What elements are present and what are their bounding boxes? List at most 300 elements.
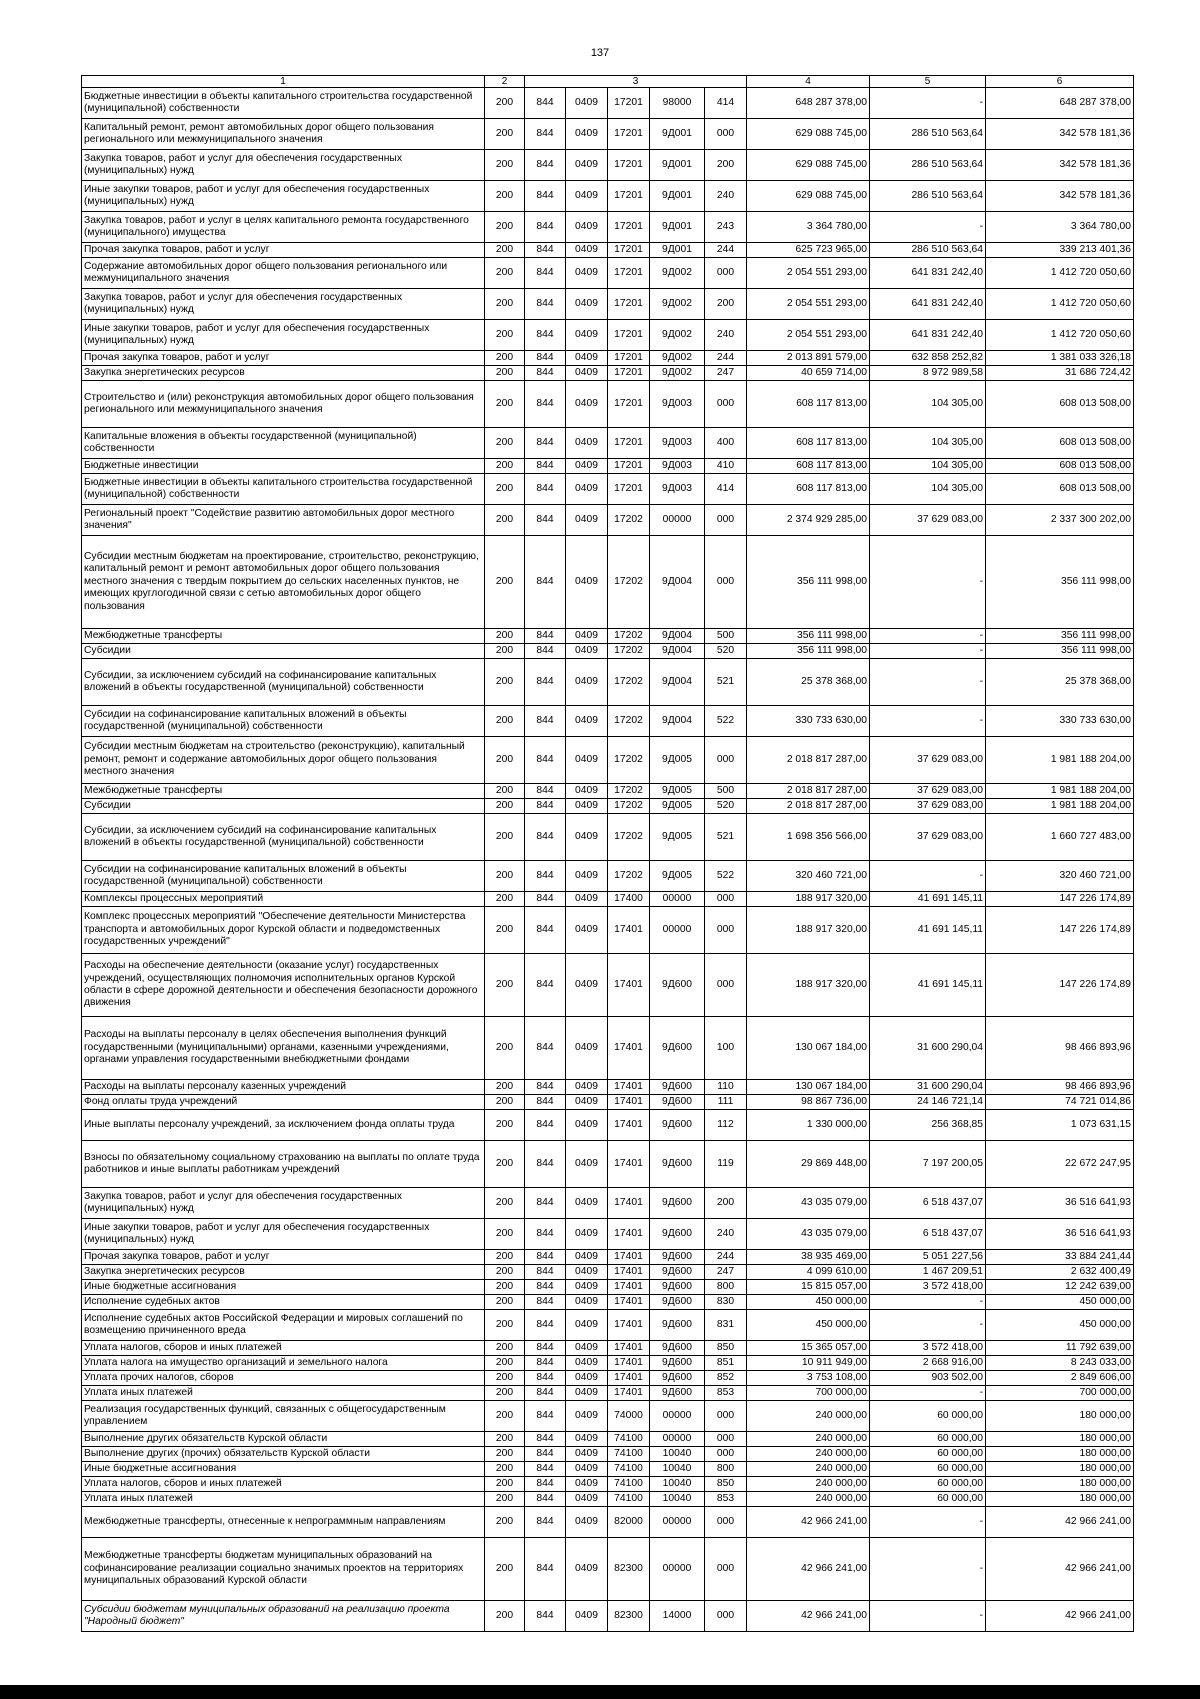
table-row: [82, 1110, 1134, 1141]
value-5-cell: 256 368,85: [870, 1110, 986, 1141]
value-4-cell: 188 917 320,00: [747, 907, 870, 954]
code-1-cell: 200: [485, 428, 525, 459]
table-row: [82, 1432, 1134, 1447]
value-4-cell: 2 018 817 287,00: [747, 799, 870, 814]
code-3-cell: 0409: [566, 954, 608, 1017]
row-name-cell: Уплата налогов, сборов и иных платежей: [82, 1341, 485, 1356]
code-3-cell: 0409: [566, 459, 608, 474]
code-6-cell: 000: [705, 1447, 747, 1462]
row-name-cell: Выполнение других обязательств Курской области: [82, 1432, 485, 1447]
code-1-cell: 200: [485, 505, 525, 536]
code-1-cell: 200: [485, 1219, 525, 1250]
code-3-cell: 0409: [566, 1017, 608, 1080]
code-1-cell: 200: [485, 474, 525, 505]
code-3-cell: 0409: [566, 1447, 608, 1462]
value-6-cell: 320 460 721,00: [986, 861, 1134, 892]
code-3-cell: 0409: [566, 1477, 608, 1492]
code-3-cell: 0409: [566, 1095, 608, 1110]
table-row: [82, 536, 1134, 629]
code-6-cell: 119: [705, 1141, 747, 1188]
row-name-cell: Межбюджетные трансферты бюджетам муниципальных образований на софинансирование реализации социально значимых проектов на территориях муниципальных образований Курской области: [82, 1538, 485, 1601]
code-5-cell: 9Д600: [650, 1110, 705, 1141]
code-1-cell: 200: [485, 1447, 525, 1462]
row-name-cell: Иные бюджетные ассигнования: [82, 1462, 485, 1477]
code-2-cell: 844: [525, 150, 566, 181]
code-3-cell: 0409: [566, 1310, 608, 1341]
code-5-cell: 9Д005: [650, 737, 705, 784]
value-5-cell: 641 831 242,40: [870, 258, 986, 289]
value-5-cell: 3 572 418,00: [870, 1341, 986, 1356]
code-2-cell: 844: [525, 258, 566, 289]
code-4-cell: 17401: [608, 1141, 650, 1188]
value-6-cell: 1 981 188 204,00: [986, 737, 1134, 784]
code-1-cell: 200: [485, 1095, 525, 1110]
code-3-cell: 0409: [566, 892, 608, 907]
page-number: 137: [590, 47, 610, 59]
code-5-cell: 9Д001: [650, 119, 705, 150]
code-4-cell: 17201: [608, 88, 650, 119]
value-4-cell: 188 917 320,00: [747, 954, 870, 1017]
row-name-cell: Исполнение судебных актов: [82, 1295, 485, 1310]
code-2-cell: 844: [525, 366, 566, 381]
code-3-cell: 0409: [566, 644, 608, 659]
code-5-cell: 9Д003: [650, 381, 705, 428]
code-2-cell: 844: [525, 474, 566, 505]
code-2-cell: 844: [525, 119, 566, 150]
code-6-cell: 520: [705, 644, 747, 659]
value-6-cell: 2 632 400,49: [986, 1265, 1134, 1280]
code-6-cell: 500: [705, 784, 747, 799]
code-4-cell: 17401: [608, 1110, 650, 1141]
code-4-cell: 17201: [608, 351, 650, 366]
value-6-cell: 1 660 727 483,00: [986, 814, 1134, 861]
code-4-cell: 74100: [608, 1477, 650, 1492]
code-6-cell: 000: [705, 1432, 747, 1447]
code-1-cell: 200: [485, 1386, 525, 1401]
code-2-cell: 844: [525, 1371, 566, 1386]
code-3-cell: 0409: [566, 212, 608, 243]
value-5-cell: 104 305,00: [870, 428, 986, 459]
value-4-cell: 2 054 551 293,00: [747, 289, 870, 320]
code-5-cell: 9Д002: [650, 289, 705, 320]
code-4-cell: 17202: [608, 784, 650, 799]
value-5-cell: 104 305,00: [870, 474, 986, 505]
code-6-cell: 831: [705, 1310, 747, 1341]
code-5-cell: 9Д600: [650, 1356, 705, 1371]
code-4-cell: 17202: [608, 629, 650, 644]
table-row: [82, 474, 1134, 505]
code-3-cell: 0409: [566, 243, 608, 258]
code-4-cell: 74100: [608, 1462, 650, 1477]
code-6-cell: 410: [705, 459, 747, 474]
table-row: [82, 212, 1134, 243]
value-6-cell: 180 000,00: [986, 1432, 1134, 1447]
value-5-cell: 8 972 989,58: [870, 366, 986, 381]
table-row: [82, 814, 1134, 861]
value-5-cell: 37 629 083,00: [870, 814, 986, 861]
code-5-cell: 9Д004: [650, 659, 705, 706]
value-6-cell: 180 000,00: [986, 1401, 1134, 1432]
code-2-cell: 844: [525, 351, 566, 366]
value-6-cell: 31 686 724,42: [986, 366, 1134, 381]
code-4-cell: 17401: [608, 1356, 650, 1371]
code-4-cell: 17401: [608, 1265, 650, 1280]
table-row: [82, 892, 1134, 907]
code-1-cell: 200: [485, 799, 525, 814]
header-cell: 3: [525, 76, 747, 88]
code-4-cell: 17202: [608, 505, 650, 536]
code-1-cell: 200: [485, 243, 525, 258]
value-6-cell: 1 412 720 050,60: [986, 320, 1134, 351]
code-6-cell: 520: [705, 799, 747, 814]
value-5-cell: 41 691 145,11: [870, 954, 986, 1017]
header-cell: 1: [82, 76, 485, 88]
code-5-cell: 00000: [650, 907, 705, 954]
row-name-cell: Закупка энергетических ресурсов: [82, 1265, 485, 1280]
value-4-cell: 240 000,00: [747, 1462, 870, 1477]
code-5-cell: 9Д004: [650, 536, 705, 629]
code-1-cell: 200: [485, 536, 525, 629]
code-6-cell: 200: [705, 1188, 747, 1219]
code-1-cell: 200: [485, 381, 525, 428]
value-4-cell: 356 111 998,00: [747, 536, 870, 629]
code-6-cell: 000: [705, 1601, 747, 1632]
code-1-cell: 200: [485, 1188, 525, 1219]
value-5-cell: 60 000,00: [870, 1447, 986, 1462]
value-5-cell: 1 467 209,51: [870, 1265, 986, 1280]
value-4-cell: 608 117 813,00: [747, 428, 870, 459]
code-4-cell: 17401: [608, 1095, 650, 1110]
table-row: [82, 1401, 1134, 1432]
code-1-cell: 200: [485, 258, 525, 289]
code-6-cell: 240: [705, 1219, 747, 1250]
code-4-cell: 17201: [608, 150, 650, 181]
value-5-cell: 41 691 145,11: [870, 907, 986, 954]
code-2-cell: 844: [525, 505, 566, 536]
value-4-cell: 4 099 610,00: [747, 1265, 870, 1280]
value-4-cell: 130 067 184,00: [747, 1080, 870, 1095]
value-4-cell: 2 013 891 579,00: [747, 351, 870, 366]
header-cell: 2: [485, 76, 525, 88]
value-4-cell: 15 815 057,00: [747, 1280, 870, 1295]
value-6-cell: 1 381 033 326,18: [986, 351, 1134, 366]
code-4-cell: 17201: [608, 366, 650, 381]
code-4-cell: 17202: [608, 814, 650, 861]
value-4-cell: 42 966 241,00: [747, 1601, 870, 1632]
code-6-cell: 830: [705, 1295, 747, 1310]
code-5-cell: 9Д600: [650, 1250, 705, 1265]
code-5-cell: 10040: [650, 1477, 705, 1492]
code-6-cell: 852: [705, 1371, 747, 1386]
value-5-cell: 60 000,00: [870, 1462, 986, 1477]
code-4-cell: 17201: [608, 119, 650, 150]
code-1-cell: 200: [485, 1295, 525, 1310]
row-name-cell: Прочая закупка товаров, работ и услуг: [82, 351, 485, 366]
table-row: [82, 784, 1134, 799]
code-4-cell: 17201: [608, 181, 650, 212]
table-row: [82, 706, 1134, 737]
code-1-cell: 200: [485, 351, 525, 366]
value-5-cell: -: [870, 1295, 986, 1310]
code-3-cell: 0409: [566, 737, 608, 784]
code-2-cell: 844: [525, 1341, 566, 1356]
table-row: [82, 1371, 1134, 1386]
value-5-cell: 60 000,00: [870, 1492, 986, 1507]
value-5-cell: 31 600 290,04: [870, 1017, 986, 1080]
row-name-cell: Бюджетные инвестиции: [82, 459, 485, 474]
code-3-cell: 0409: [566, 784, 608, 799]
code-1-cell: 200: [485, 212, 525, 243]
code-3-cell: 0409: [566, 351, 608, 366]
code-3-cell: 0409: [566, 474, 608, 505]
value-6-cell: 147 226 174,89: [986, 907, 1134, 954]
row-name-cell: Капитальные вложения в объекты государственной (муниципальной) собственности: [82, 428, 485, 459]
value-5-cell: -: [870, 88, 986, 119]
code-6-cell: 100: [705, 1017, 747, 1080]
value-4-cell: 3 753 108,00: [747, 1371, 870, 1386]
table-row: [82, 1080, 1134, 1095]
row-name-cell: Региональный проект "Содействие развитию автомобильных дорог местного значения": [82, 505, 485, 536]
code-4-cell: 74100: [608, 1492, 650, 1507]
code-3-cell: 0409: [566, 1386, 608, 1401]
code-4-cell: 17202: [608, 861, 650, 892]
value-6-cell: 356 111 998,00: [986, 629, 1134, 644]
row-name-cell: Комплексы процессных мероприятий: [82, 892, 485, 907]
code-6-cell: 853: [705, 1492, 747, 1507]
value-5-cell: 641 831 242,40: [870, 289, 986, 320]
value-4-cell: 450 000,00: [747, 1295, 870, 1310]
code-1-cell: 200: [485, 659, 525, 706]
code-5-cell: 10040: [650, 1462, 705, 1477]
row-name-cell: Иные закупки товаров, работ и услуг для обеспечения государственных (муниципальных) нужд: [82, 181, 485, 212]
code-2-cell: 844: [525, 1188, 566, 1219]
code-5-cell: 9Д002: [650, 258, 705, 289]
code-2-cell: 844: [525, 814, 566, 861]
code-2-cell: 844: [525, 181, 566, 212]
value-5-cell: 6 518 437,07: [870, 1219, 986, 1250]
value-4-cell: 629 088 745,00: [747, 181, 870, 212]
code-1-cell: 200: [485, 907, 525, 954]
code-1-cell: 200: [485, 1341, 525, 1356]
row-name-cell: Субсидии, за исключением субсидий на софинансирование капитальных вложений в объекты государственной (муниципальной) собственности: [82, 659, 485, 706]
code-3-cell: 0409: [566, 505, 608, 536]
code-1-cell: 200: [485, 1141, 525, 1188]
code-3-cell: 0409: [566, 366, 608, 381]
code-6-cell: 000: [705, 381, 747, 428]
code-5-cell: 9Д002: [650, 351, 705, 366]
table-row: [82, 737, 1134, 784]
value-6-cell: 1 412 720 050,60: [986, 258, 1134, 289]
value-6-cell: 1 981 188 204,00: [986, 784, 1134, 799]
table-row: [82, 1477, 1134, 1492]
value-5-cell: 41 691 145,11: [870, 892, 986, 907]
row-name-cell: Иные выплаты персоналу учреждений, за исключением фонда оплаты труда: [82, 1110, 485, 1141]
code-5-cell: 9Д001: [650, 150, 705, 181]
code-1-cell: 200: [485, 1538, 525, 1601]
code-2-cell: 844: [525, 1250, 566, 1265]
code-2-cell: 844: [525, 907, 566, 954]
value-6-cell: 608 013 508,00: [986, 381, 1134, 428]
code-5-cell: 00000: [650, 1401, 705, 1432]
value-5-cell: 7 197 200,05: [870, 1141, 986, 1188]
code-4-cell: 17201: [608, 212, 650, 243]
row-name-cell: Субсидии: [82, 799, 485, 814]
code-1-cell: 200: [485, 644, 525, 659]
code-5-cell: 9Д600: [650, 1386, 705, 1401]
value-6-cell: 180 000,00: [986, 1492, 1134, 1507]
code-6-cell: 111: [705, 1095, 747, 1110]
code-3-cell: 0409: [566, 814, 608, 861]
code-1-cell: 200: [485, 459, 525, 474]
value-4-cell: 608 117 813,00: [747, 381, 870, 428]
table-row: [82, 1095, 1134, 1110]
code-1-cell: 200: [485, 1080, 525, 1095]
value-6-cell: 608 013 508,00: [986, 474, 1134, 505]
row-name-cell: Уплата налогов, сборов и иных платежей: [82, 1477, 485, 1492]
code-1-cell: 200: [485, 629, 525, 644]
code-1-cell: 200: [485, 119, 525, 150]
code-3-cell: 0409: [566, 1371, 608, 1386]
code-5-cell: 9Д600: [650, 1188, 705, 1219]
value-4-cell: 40 659 714,00: [747, 366, 870, 381]
code-6-cell: 851: [705, 1356, 747, 1371]
code-4-cell: 17202: [608, 659, 650, 706]
code-6-cell: 800: [705, 1280, 747, 1295]
table-row: [82, 907, 1134, 954]
code-3-cell: 0409: [566, 659, 608, 706]
code-2-cell: 844: [525, 1538, 566, 1601]
code-2-cell: 844: [525, 536, 566, 629]
value-6-cell: 74 721 014,86: [986, 1095, 1134, 1110]
code-2-cell: 844: [525, 954, 566, 1017]
code-1-cell: 200: [485, 1492, 525, 1507]
value-4-cell: 320 460 721,00: [747, 861, 870, 892]
table-row: [82, 459, 1134, 474]
table-row: [82, 1188, 1134, 1219]
table-row: [82, 1250, 1134, 1265]
value-5-cell: 3 572 418,00: [870, 1280, 986, 1295]
table-row: [82, 1507, 1134, 1538]
value-5-cell: 2 668 916,00: [870, 1356, 986, 1371]
code-5-cell: 9Д005: [650, 814, 705, 861]
row-name-cell: Реализация государственных функций, связанных с общегосударственным управлением: [82, 1401, 485, 1432]
code-3-cell: 0409: [566, 1295, 608, 1310]
code-3-cell: 0409: [566, 119, 608, 150]
value-4-cell: 608 117 813,00: [747, 474, 870, 505]
code-2-cell: 844: [525, 1601, 566, 1632]
row-name-cell: Субсидии на софинансирование капитальных вложений в объекты государственной (муниципальной) собственности: [82, 861, 485, 892]
value-6-cell: 42 966 241,00: [986, 1601, 1134, 1632]
code-2-cell: 844: [525, 1265, 566, 1280]
budget-table: [81, 75, 1134, 1632]
value-4-cell: 43 035 079,00: [747, 1188, 870, 1219]
table-row: [82, 119, 1134, 150]
value-6-cell: 342 578 181,36: [986, 119, 1134, 150]
code-6-cell: 500: [705, 629, 747, 644]
value-5-cell: 104 305,00: [870, 459, 986, 474]
code-4-cell: 17401: [608, 1219, 650, 1250]
code-4-cell: 17401: [608, 954, 650, 1017]
value-4-cell: 240 000,00: [747, 1492, 870, 1507]
value-4-cell: 10 911 949,00: [747, 1356, 870, 1371]
row-name-cell: Иные закупки товаров, работ и услуг для обеспечения государственных (муниципальных) нужд: [82, 320, 485, 351]
code-6-cell: 000: [705, 505, 747, 536]
code-4-cell: 17202: [608, 536, 650, 629]
row-name-cell: Закупка товаров, работ и услуг для обеспечения государственных (муниципальных) нужд: [82, 289, 485, 320]
table-row: [82, 1386, 1134, 1401]
table-row: [82, 320, 1134, 351]
code-1-cell: 200: [485, 1110, 525, 1141]
value-6-cell: 450 000,00: [986, 1310, 1134, 1341]
code-5-cell: 9Д005: [650, 784, 705, 799]
table-row: [82, 88, 1134, 119]
code-5-cell: 9Д002: [650, 366, 705, 381]
row-name-cell: Строительство и (или) реконструкция автомобильных дорог общего пользования регионального или межмуниципального значения: [82, 381, 485, 428]
code-2-cell: 844: [525, 243, 566, 258]
value-6-cell: 25 378 368,00: [986, 659, 1134, 706]
table-row: [82, 1341, 1134, 1356]
code-3-cell: 0409: [566, 428, 608, 459]
code-6-cell: 000: [705, 892, 747, 907]
code-1-cell: 200: [485, 289, 525, 320]
code-4-cell: 17401: [608, 1280, 650, 1295]
table-body: [82, 76, 1134, 1632]
value-5-cell: 60 000,00: [870, 1401, 986, 1432]
code-2-cell: 844: [525, 1017, 566, 1080]
value-4-cell: 1 698 356 566,00: [747, 814, 870, 861]
header-row: [82, 76, 1134, 88]
row-name-cell: Комплекс процессных мероприятий "Обеспечение деятельности Министерства транспорта и автомобильных дорог Курской области и подведомственных государственных учреждений": [82, 907, 485, 954]
code-2-cell: 844: [525, 644, 566, 659]
code-2-cell: 844: [525, 289, 566, 320]
value-5-cell: 641 831 242,40: [870, 320, 986, 351]
code-5-cell: 9Д003: [650, 459, 705, 474]
code-3-cell: 0409: [566, 258, 608, 289]
table-row: [82, 1265, 1134, 1280]
code-5-cell: 9Д001: [650, 181, 705, 212]
code-4-cell: 17401: [608, 1310, 650, 1341]
code-6-cell: 112: [705, 1110, 747, 1141]
code-2-cell: 844: [525, 1432, 566, 1447]
value-6-cell: 2 337 300 202,00: [986, 505, 1134, 536]
row-name-cell: Субсидии местным бюджетам на строительство (реконструкцию), капитальный ремонт, ремонт и содержание автомобильных дорог общего пользования местного значения: [82, 737, 485, 784]
value-5-cell: -: [870, 212, 986, 243]
code-1-cell: 200: [485, 1477, 525, 1492]
code-3-cell: 0409: [566, 1462, 608, 1477]
value-6-cell: 180 000,00: [986, 1462, 1134, 1477]
code-2-cell: 844: [525, 1095, 566, 1110]
code-4-cell: 17401: [608, 1371, 650, 1386]
row-name-cell: Субсидии бюджетам муниципальных образований на реализацию проекта "Народный бюджет": [82, 1601, 485, 1632]
value-5-cell: -: [870, 1310, 986, 1341]
code-1-cell: 200: [485, 366, 525, 381]
code-3-cell: 0409: [566, 1356, 608, 1371]
code-6-cell: 521: [705, 814, 747, 861]
code-5-cell: 10040: [650, 1492, 705, 1507]
value-6-cell: 2 849 606,00: [986, 1371, 1134, 1386]
row-name-cell: Капитальный ремонт, ремонт автомобильных дорог общего пользования регионального или межмуниципального значения: [82, 119, 485, 150]
value-6-cell: 648 287 378,00: [986, 88, 1134, 119]
table-row: [82, 243, 1134, 258]
code-6-cell: 240: [705, 181, 747, 212]
code-4-cell: 17201: [608, 459, 650, 474]
header-cell: 6: [986, 76, 1134, 88]
value-6-cell: 11 792 639,00: [986, 1341, 1134, 1356]
code-3-cell: 0409: [566, 799, 608, 814]
table-row: [82, 1280, 1134, 1295]
value-6-cell: 42 966 241,00: [986, 1507, 1134, 1538]
row-name-cell: Межбюджетные трансферты, отнесенные к непрограммным направлениям: [82, 1507, 485, 1538]
